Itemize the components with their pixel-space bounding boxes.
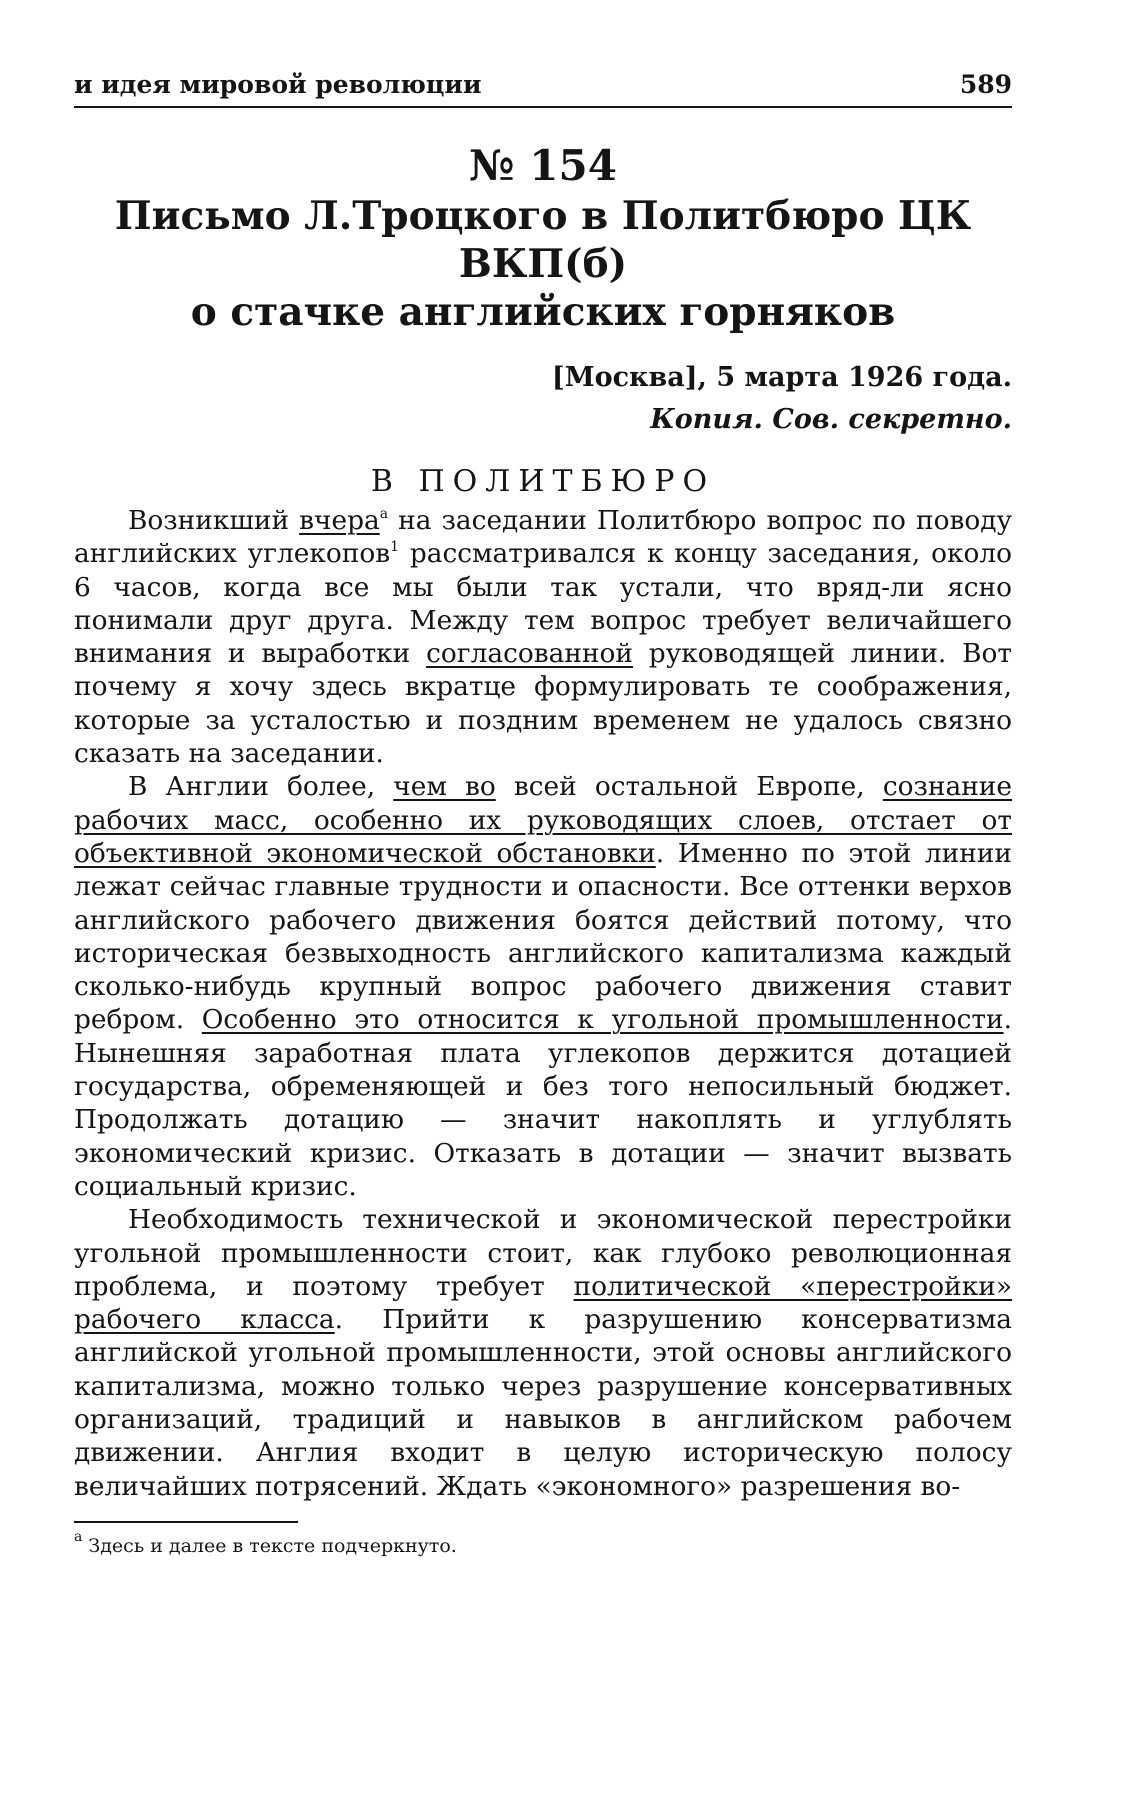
underlined-text: Особенно это относится к угольной промышленности bbox=[201, 1004, 1004, 1036]
footnote-divider bbox=[74, 1521, 298, 1523]
footnote-text: Здесь и далее в тексте подчеркнуто. bbox=[82, 1534, 457, 1557]
dateline: [Москва], 5 марта 1926 года. bbox=[551, 362, 1012, 393]
text-run: В Англии более, bbox=[128, 771, 394, 803]
footnote bbox=[74, 1528, 1012, 1559]
endnote-ref-1: 1 bbox=[390, 539, 400, 556]
text-run: . Нынешняя заработная плата углекопов держится дотацией государства, обременяющей и без того непосильный бюджет. Продолжать дотацию — значит накоплять и углублять экономический кризис. Отказать в дотации — значит вызвать социальный кризис. bbox=[74, 1004, 1012, 1202]
footnote-ref-a: а bbox=[379, 506, 389, 522]
document-title-line-1: Письмо Л.Троцкого в Политбюро ЦК ВКП(б) bbox=[114, 193, 972, 287]
text-run: всей остальной Европе, bbox=[495, 771, 883, 803]
paragraph-1 bbox=[74, 504, 1012, 770]
document-title bbox=[74, 192, 1012, 336]
running-head bbox=[74, 70, 1012, 108]
underlined-text: политической «перестройки» рабочего класса bbox=[74, 1270, 1012, 1336]
text-run: Необходимость технической и экономической перестройки угольной промышленности стоит, как глубоко революционная проблема, и поэтому требует bbox=[74, 1204, 1012, 1302]
addressee-heading: В ПОЛИТБЮРО bbox=[370, 464, 716, 499]
text-run: . Прийти к разрушению консерватизма английской угольной промышленности, этой основы английского капитализма, можно только через разрушение консервативных организаций, традиций и навыков в английском рабочем движении. Англия входит в целую историческую полосу величайших потрясений. Ждать «экономного» разрешения во- bbox=[74, 1304, 1012, 1502]
document-number: № 154 bbox=[469, 141, 617, 190]
paragraph-2 bbox=[74, 770, 1012, 1203]
classification-mark: Копия. Сов. секретно. bbox=[650, 404, 1012, 435]
footnote-marker: а bbox=[74, 1528, 83, 1545]
letter-body bbox=[74, 504, 1012, 1503]
text-run: руководящей линии. Вот почему я хочу здесь вкратце формулировать те соображения, которые за усталостью и поздним временем не удалось связно сказать на заседании. bbox=[74, 638, 1012, 770]
underlined-text: вчера bbox=[299, 505, 380, 536]
underlined-text: сознание рабочих масс, особенно их руководящих слоев, отстает от объективной экономической обстановки bbox=[74, 771, 1013, 869]
text-run: . Именно по этой линии лежат сейчас главные трудности и опасности. Все оттенки верхов английского рабочего движения боятся действий потому, что историческая безвыходность английского капитализма каждый сколько-нибудь крупный вопрос рабочего движения ставит ребром. bbox=[74, 837, 1012, 1036]
running-head-title: и идея мировой революции bbox=[74, 70, 482, 99]
underlined-text: согласованной bbox=[426, 638, 633, 670]
text-run: рассматривался к концу заседания, около 6 часов, когда все мы были так устали, что вряд-ли ясно понимали друг друга. Между тем вопрос требует величайшего внимания и выработки bbox=[74, 538, 1012, 670]
document-page bbox=[74, 70, 1012, 1559]
underlined-text: чем во bbox=[393, 771, 496, 803]
text-run: на заседании Политбюро вопрос по поводу английских углекопов bbox=[74, 505, 1012, 570]
document-title-line-2: о стачке английских горняков bbox=[190, 289, 896, 335]
text-run: Возникший bbox=[128, 505, 300, 536]
page-number: 589 bbox=[959, 70, 1012, 99]
paragraph-3 bbox=[74, 1203, 1012, 1503]
